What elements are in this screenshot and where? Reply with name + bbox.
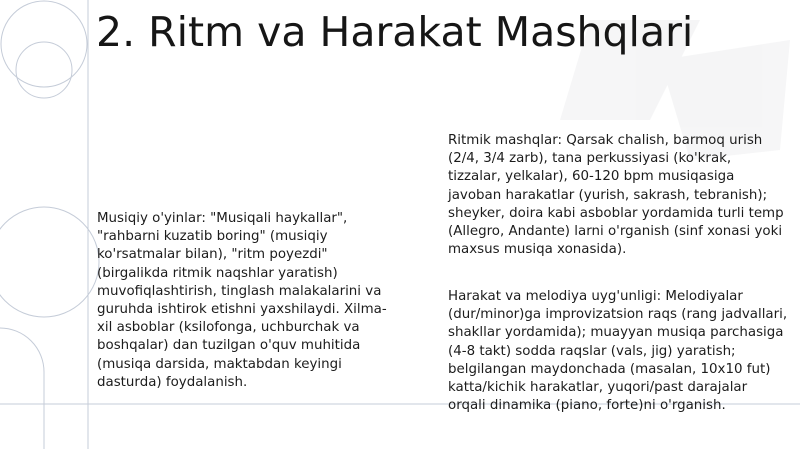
decorative-circle-large — [1, 1, 87, 87]
right-paragraph-rhythm: Ritmik mashqlar: Qarsak chalish, barmoq urish (2/4, 3/4 zarb), tana perkussiyasi (ko'krak, tizzalar, yelkalar), 60-120 bpm musiqasiga javoban harakatlar (yurish, sakrash, tebranish); sheyker, doira kabi asboblar yordamida turli temp (Allegro, Andante) larni o'rganish (sinf xonasi yoki maxsus musiqa xonasida). — [448, 133, 784, 258]
decorative-circle-mid — [0, 207, 99, 317]
right-paragraph-movement: Harakat va melodiya uyg'unligi: Melodiyalar (dur/minor)ga improvizatsion raqs (rang jadvallari, shakllar yordamida); muayyan musiqa parchasiga (4-8 takt) sodda raqslar (vals, jig) yaratish; belgilangan maydonchada (masalan, 10x10 fut) katta/kichik harakatlar, yuqori/past darajalar orqali dinamika (piano, forte)ni o'rganish. — [448, 289, 788, 414]
decorative-arc-bottom — [0, 328, 44, 449]
decorative-circle-small — [16, 42, 72, 98]
slide-title: 2. Ritm va Harakat Mashqlari — [96, 8, 694, 56]
left-paragraph: Musiqiy o'yinlar: "Musiqali haykallar", "rahbarni kuzatib boring" (musiqiy ko'rsatmalar bilan), "ritm poyezdi" (birgalikda ritmik naqshlar yaratish) muvofiqlashtirish, tinglash malakalarini va guruhda ishtirok etishni yaxshilaydi. Xilma-xil asboblar (ksilofonga, uchburchak va boshqalar) dan tuzilgan o'quv muhitida (musiqa darsida, maktabdan keyingi dasturda) foydalanish. — [97, 211, 387, 390]
